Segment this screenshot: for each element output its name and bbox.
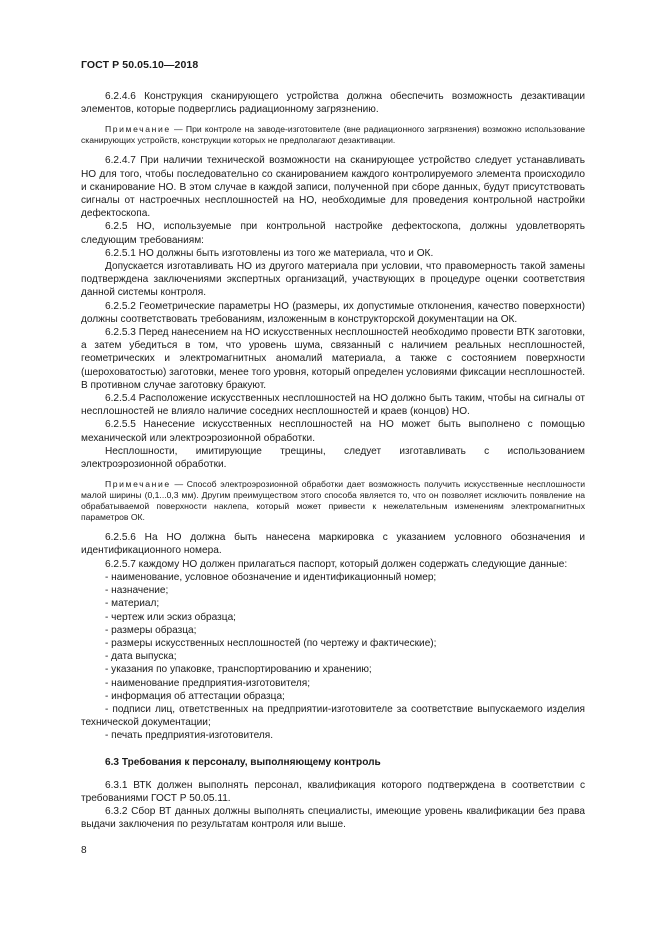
passport-list [81,571,585,743]
note-label: Примечание [105,479,171,490]
paragraph-6-3-1: 6.3.1 ВТК должен выполнять персонал, квалификация которого подтверждена в соответствии с требованиями ГОСТ Р 50.05.11. [81,779,585,804]
note-label: Примечание [105,124,171,135]
section-heading-6-3: 6.3 Требования к персоналу, выполняющему контроль [105,756,381,768]
page-number: 8 [81,845,87,856]
paragraph-6-2-5-6: 6.2.5.6 На НО должна быть нанесена маркировка с указанием условного обозначения и идентификационного номера. [81,532,585,557]
paragraph-6-2-5-7: 6.2.5.7 каждому НО должен прилагаться паспорт, который должен содержать следующие данные: [105,558,568,570]
list-item: - указания по упаковке, транспортированию и хранению; [105,664,372,676]
document-body [81,90,585,832]
list-item: - информация об аттестации образца; [105,690,285,702]
paragraph-6-2-5-3: 6.2.5.3 Перед нанесением на НО искусственных несплошностей необходимо провести ВТК заготовки, а затем убедиться в том, что уровень шума, связанный с наличием реальных несплошностей, геометрических и электромагнитных аномалий материала, а также с состоянием поверхности (шероховатостью) заготовки, менее того уровня, который определен условиями фиксации несплошностей. В противном случае заготовку бракуют. [81,327,585,391]
paragraph-6-2-4-7: 6.2.4.7 При наличии технической возможности на сканирующее устройство следует устанавливать НО для того, чтобы последовательно со сканированием каждого контролируемого элемента происходило и сканирование НО. В этом случае в каждой записи, полученной при сборе данных, будут присутствовать сигналы от настроечных несплошностей на НО, необходимые для проведения контрольной настройки дефектоскопа. [81,155,585,220]
note-2 [81,479,585,523]
list-item: - наименование, условное обозначение и идентификационный номер; [105,571,437,583]
note-1 [81,124,585,146]
paragraph-6-2-5-1: 6.2.5.1 НО должны быть изготовлены из того же материала, что и ОК. [105,247,434,259]
note-text: — Способ электроэрозионной обработки дает возможность получить искусственные несплошности малой ширины (0,1...0,3 мм). Другим преимуществом этого способа является то, что он позволяет исключить появление на обрабатываемой поверхности наклепа, который может привести к нежелательным изменениям электромагнитных параметров ОК. [81,479,585,523]
list-item: - назначение; [105,585,169,597]
paragraph-6-2-5-2: 6.2.5.2 Геометрические параметры НО (размеры, их допустимые отклонения, качество поверхности) должны соответствовать требованиям, изложенным в конструкторской документации на ОК. [81,300,585,325]
paragraph-6-2-5-5: 6.2.5.5 Нанесение искусственных несплошностей на НО может быть выполнено с помощью механической или электроэрозионной обработки. [81,419,585,444]
document-header: ГОСТ Р 50.05.10—2018 [81,59,199,71]
list-item: - размеры образца; [105,624,197,636]
list-item: - подписи лиц, ответственных на предприятии-изготовителе за соответствие выпускаемого изделия технической документации; [81,703,585,729]
paragraph-6-2-5-4: 6.2.5.4 Расположение искусственных несплошностей на НО должно быть таким, чтобы на сигналы от несплошностей не влияло наличие соседних несплошностей и краев (концов) НО. [81,393,585,418]
list-item: - материал; [105,598,160,610]
paragraph-6-2-5-1-cont: Допускается изготавливать НО из другого материала при условии, что правомерность такой замены подтверждена заключениями экспертных организаций, участвующих в процедуре оценки соответствия данной системы контроля. [81,261,585,299]
list-item: - чертеж или эскиз образца; [105,611,236,623]
list-item: - печать предприятия-изготовителя. [105,730,274,742]
paragraph-6-2-5-5-cont: Несплошности, имитирующие трещины, следует изготавливать с использованием электроэрозионной обработки. [81,445,585,471]
list-item: - размеры искусственных несплошностей (по чертежу и фактические); [105,637,437,649]
list-item: - наименование предприятия-изготовителя; [105,677,311,689]
list-item: - дата выпуска; [105,651,177,663]
note-text: — При контроле на заводе-изготовителе (вне радиационного загрязнения) возможно использование сканирующих устройств, конструкции которых не предполагают дезактивации. [81,124,585,146]
paragraph-6-2-4-6: 6.2.4.6 Конструкция сканирующего устройства должна обеспечить возможность дезактивации элементов, которые подверглись радиационному загрязнению. [81,91,585,116]
paragraph-6-3-2: 6.3.2 Сбор ВТ данных должны выполнять специалисты, имеющие уровень квалификации без права выдачи заключения по результатам контроля или выше. [81,806,585,831]
paragraph-6-2-5: 6.2.5 НО, используемые при контрольной настройке дефектоскопа, должны удовлетворять следующим требованиям: [81,221,585,246]
